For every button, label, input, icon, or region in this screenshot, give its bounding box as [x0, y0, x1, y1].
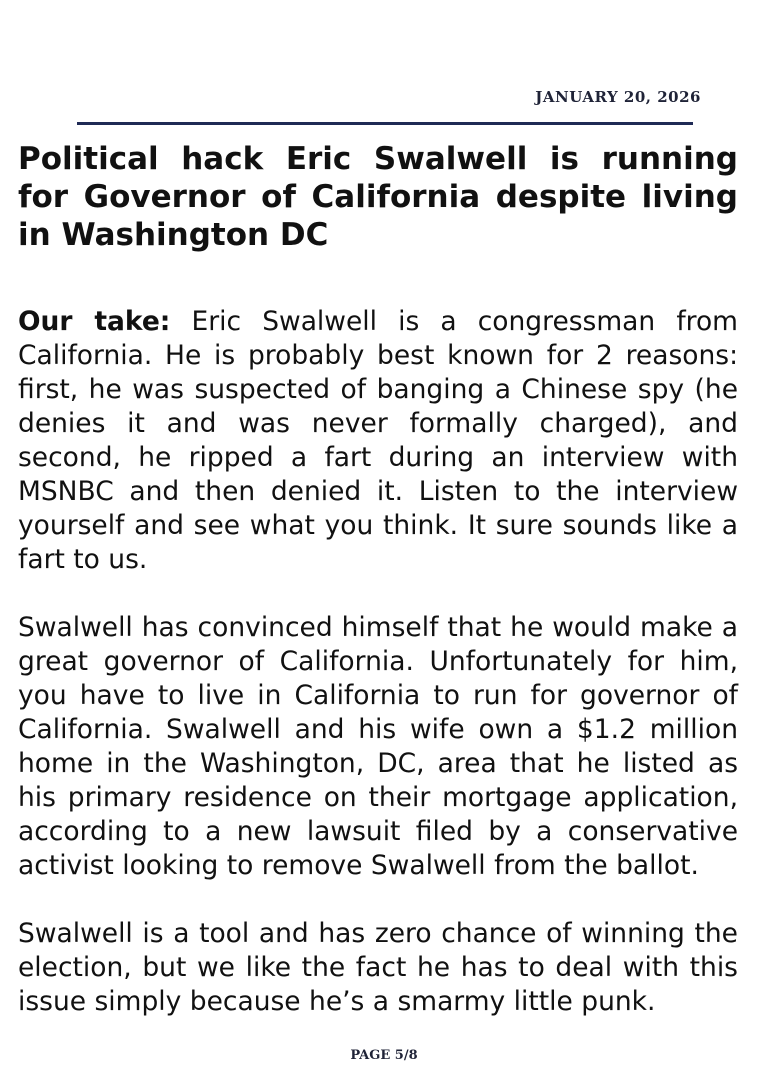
article-date: JANUARY 20, 2026 — [535, 88, 701, 106]
headline: Political hack Eric Swalwell is running for Governor of California despite living in Washington DC — [18, 141, 738, 253]
page-number: PAGE 5/8 — [350, 1048, 418, 1063]
article-body — [18, 305, 738, 1053]
body-paragraph-2: Swalwell is a tool and has zero chance of winning the election, but we like the fact he has to deal with this issue simply because he’s a smarmy little punk. — [18, 918, 738, 1017]
body-paragraph-1: Swalwell has convinced himself that he would make a great governor of California. Unfortunately for him, you have to live in California to run for governor of California. Swalwell and his wife own a $1.2 million home in the Washington, DC, area that he listed as his primary residence on their mortgage application, according to a new lawsuit filed by a conservative activist looking to remove Swalwell from the ballot. — [18, 612, 738, 881]
lead-label: Our take: — [18, 306, 171, 337]
lead-text: Eric Swalwell is a congressman from California. He is probably best known for 2 reasons: first, he was suspected of banging a Chinese spy (he denies it and was never formally charged), and second, he ripped a fart during an interview with MSNBC and then denied it. Listen to the interview yourself and see what you think. It sure sounds like a fart to us. — [18, 306, 738, 575]
header-divider — [77, 122, 693, 125]
lead-paragraph — [18, 305, 738, 577]
